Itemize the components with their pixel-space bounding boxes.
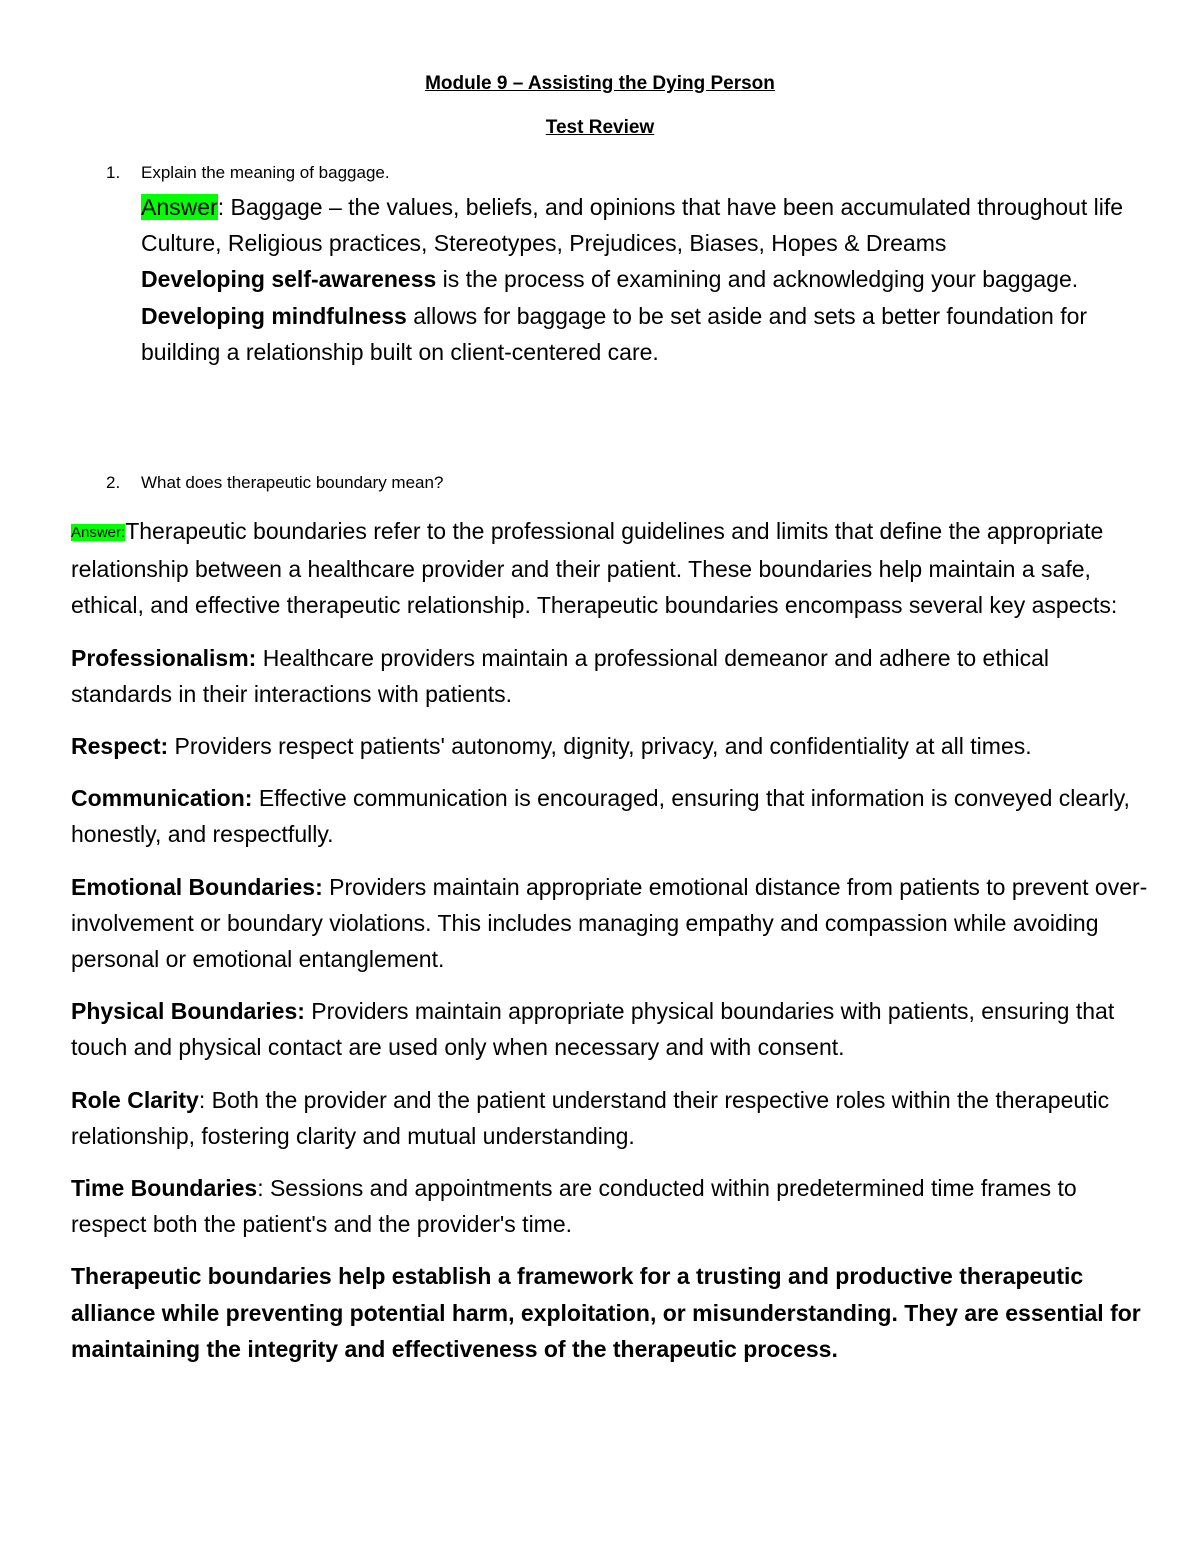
question-1-number: 1. [106,163,121,182]
aspect-term: Emotional Boundaries: [71,873,323,900]
mindfulness-term: Developing mindfulness [141,302,407,329]
aspect-item [71,993,1151,1065]
aspect-text: Providers respect patients' autonomy, dignity, privacy, and confidentiality at all times. [168,733,1032,760]
answer-2-conclusion [71,1258,1151,1367]
aspect-term: Communication: [71,785,253,812]
aspect-term: Role Clarity [71,1086,199,1113]
conclusion-text: Therapeutic boundaries help establish a framework for a trusting and productive therapeutic alliance while preventing potential harm, exploitation, or misunderstanding. They are essential for maintaining the integrity and effectiveness of the therapeutic process. [71,1263,1141,1362]
answer-1-text: : Baggage – the values, beliefs, and opinions that have been accumulated throughout life [217,194,1124,220]
aspect-text: Providers maintain appropriate emotional distance from patients to prevent over-involvement or boundary violations. This includes managing empathy and compassion while avoiding personal or emotional entanglement. [71,873,1148,973]
question-2-number: 2. [106,473,121,492]
answer-1-self-awareness [141,261,1141,297]
question-2 [106,471,443,495]
answer-1-label: Answer [141,194,218,220]
aspect-text: Healthcare providers maintain a professional demeanor and adhere to ethical standards in their interactions with patients. [71,644,1050,707]
aspect-term: Professionalism: [71,644,257,671]
aspect-text: : Sessions and appointments are conducted within predetermined time frames to respect both the patient's and the provider's time. [71,1175,1077,1238]
aspect-item [71,640,1151,712]
answer-1-definition [141,189,1141,225]
answer-1-mindfulness [141,298,1141,370]
aspect-term: Time Boundaries [71,1175,258,1202]
question-1 [106,161,390,185]
answer-1-block [141,189,1141,370]
aspect-text: Effective communication is encouraged, ensuring that information is conveyed clearly, honestly, and respectfully. [71,785,1130,848]
aspect-item [71,1170,1151,1242]
answer-1-list: Culture, Religious practices, Stereotypes, Prejudices, Biases, Hopes & Dreams [141,230,947,257]
mindfulness-text: allows for baggage to be set aside and sets a better foundation for building a relationship built on client-centered care. [141,302,1088,365]
answer-2-intro-text: Therapeutic boundaries refer to the professional guidelines and limits that define the appropriate relationship between a healthcare provider and their patient. These boundaries help maintain a safe, ethical, and effective therapeutic relationship. Therapeutic boundaries encompass several key aspects: [71,518,1118,619]
answer-2-label: Answer: [71,524,126,541]
document-subtitle: Test Review [545,117,655,138]
aspect-item [71,780,1151,852]
aspect-term: Respect: [71,733,169,760]
aspect-text: : Both the provider and the patient understand their respective roles within the therapeutic relationship, fostering clarity and mutual understanding. [71,1086,1110,1149]
aspect-term: Physical Boundaries: [71,998,305,1025]
aspect-item [71,728,1151,764]
answer-2-intro [71,513,1151,624]
question-1-text: Explain the meaning of baggage. [141,163,390,182]
self-awareness-term: Developing self-awareness [141,266,437,293]
answer-2-block [71,513,1151,1383]
question-2-text: What does therapeutic boundary mean? [141,473,444,492]
aspect-item [71,869,1151,978]
self-awareness-text: is the process of examining and acknowledging your baggage. [436,266,1079,293]
document-title: Module 9 – Assisting the Dying Person [425,73,775,94]
aspect-item [71,1082,1151,1154]
aspect-text: Providers maintain appropriate physical boundaries with patients, ensuring that touch and physical contact are used only when necessary and with consent. [71,998,1115,1061]
